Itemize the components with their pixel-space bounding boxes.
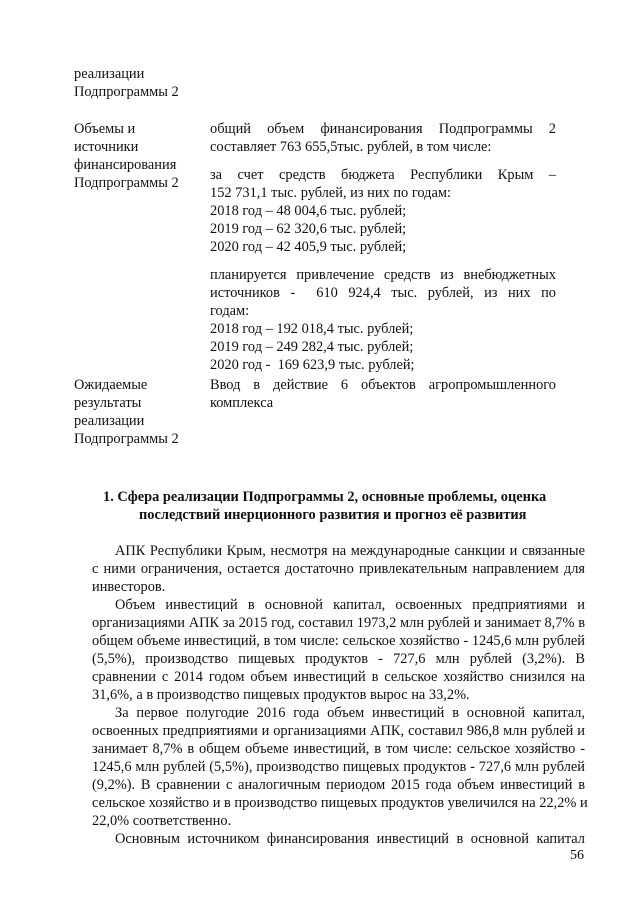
p1-line-2: с ними ограничения, остается достаточно привлекательным направлением для [92, 561, 585, 577]
p3-line-1: За первое полугодие 2016 года объем инвестиций в основной капитал, [115, 705, 585, 721]
budget-2020: 2020 год – 42 405,9 тыс. рублей; [210, 239, 407, 255]
offbudget-2020: 2020 год - 169 623,9 тыс. рублей; [210, 357, 415, 373]
offbudget-2019: 2019 год – 249 282,4 тыс. рублей; [210, 339, 414, 355]
offbudget-line-3: годам: [210, 303, 250, 319]
total-line-1: общий объем финансирования Подпрограммы 2 [210, 121, 556, 137]
p2-line-6: 31,6%, а в производство пищевых продуктов вырос на 33,2%. [92, 687, 470, 703]
row2-label-line-4: Подпрограммы 2 [74, 431, 179, 447]
p2-line-5: сравнении с 2014 годом объем инвестиций в сельское хозяйство снизился на [92, 669, 585, 685]
row1-label-line-2: источники [74, 139, 139, 155]
p3-line-3: занимает 8,7% в общем объеме инвестиций, в том числе: сельское хозяйство - [92, 741, 585, 757]
p3-line-5: (9,2%). В сравнении с аналогичным периодом 2015 года объем инвестиций в [92, 777, 585, 793]
total-line-2: составляет 763 655,5тыс. рублей, в том числе: [210, 139, 492, 155]
p3-line-2: освоенных предприятиями и организациями АПК, составил 986,8 млн рублей и [92, 723, 585, 739]
section-heading-line-1: 1. Сфера реализации Подпрограммы 2, основные проблемы, оценка [103, 489, 547, 505]
row2-value-line-2: комплекса [210, 395, 274, 411]
p2-line-4: (5,5%), производство пищевых продуктов - 727,6 млн рублей (3,2%). В [92, 651, 585, 667]
row2-label-line-3: реализации [74, 413, 145, 429]
p3-line-4: 1245,6 млн рублей (5,5%), производство пищевых продуктов - 727,6 млн рублей [92, 759, 585, 775]
section-heading-line-2: последствий инерционного развития и прогноз её развития [139, 507, 527, 523]
p4-line-1: Основным источником финансирования инвестиций в основной капитал [115, 831, 585, 847]
budget-line-1: за счет средств бюджета Республики Крым – [210, 167, 556, 183]
p2-line-3: общем объеме инвестиций, в том числе: сельское хозяйство - 1245,6 млн рублей [92, 633, 585, 649]
p2-line-2: организациями АПК за 2015 год, составил 1973,2 млн рублей и занимает 8,7% в [92, 615, 585, 631]
p3-line-7: 22,0% соответственно. [92, 813, 232, 829]
p3-line-6: сельское хозяйство и в производство пищевых продуктов увеличился на 22,2% и [92, 795, 588, 811]
p1-line-1: АПК Республики Крым, несмотря на международные санкции и связанные [115, 543, 585, 559]
row0-label-line-1: реализации [74, 66, 145, 82]
row1-label-line-1: Объемы и [74, 121, 136, 137]
p1-line-3: инвесторов. [92, 579, 166, 595]
row2-label-line-2: результаты [74, 395, 142, 411]
p2-line-1: Объем инвестиций в основной капитал, освоенных предприятиями и [115, 597, 585, 613]
budget-2019: 2019 год – 62 320,6 тыс. рублей; [210, 221, 407, 237]
row1-label-line-4: Подпрограммы 2 [74, 175, 179, 191]
row2-label-line-1: Ожидаемые [74, 377, 148, 393]
offbudget-2018: 2018 год – 192 018,4 тыс. рублей; [210, 321, 414, 337]
budget-line-2: 152 731,1 тыс. рублей, из них по годам: [210, 185, 451, 201]
row0-label-line-2: Подпрограммы 2 [74, 84, 179, 100]
offbudget-line-1: планируется привлечение средств из внебюджетных [210, 267, 556, 283]
offbudget-line-2: источников - 610 924,4 тыс. рублей, из них по [210, 285, 556, 301]
row2-value-line-1: Ввод в действие 6 объектов агропромышленного [210, 377, 556, 393]
row1-label-line-3: финансирования [74, 157, 177, 173]
page-number: 56 [570, 848, 584, 863]
budget-2018: 2018 год – 48 004,6 тыс. рублей; [210, 203, 407, 219]
